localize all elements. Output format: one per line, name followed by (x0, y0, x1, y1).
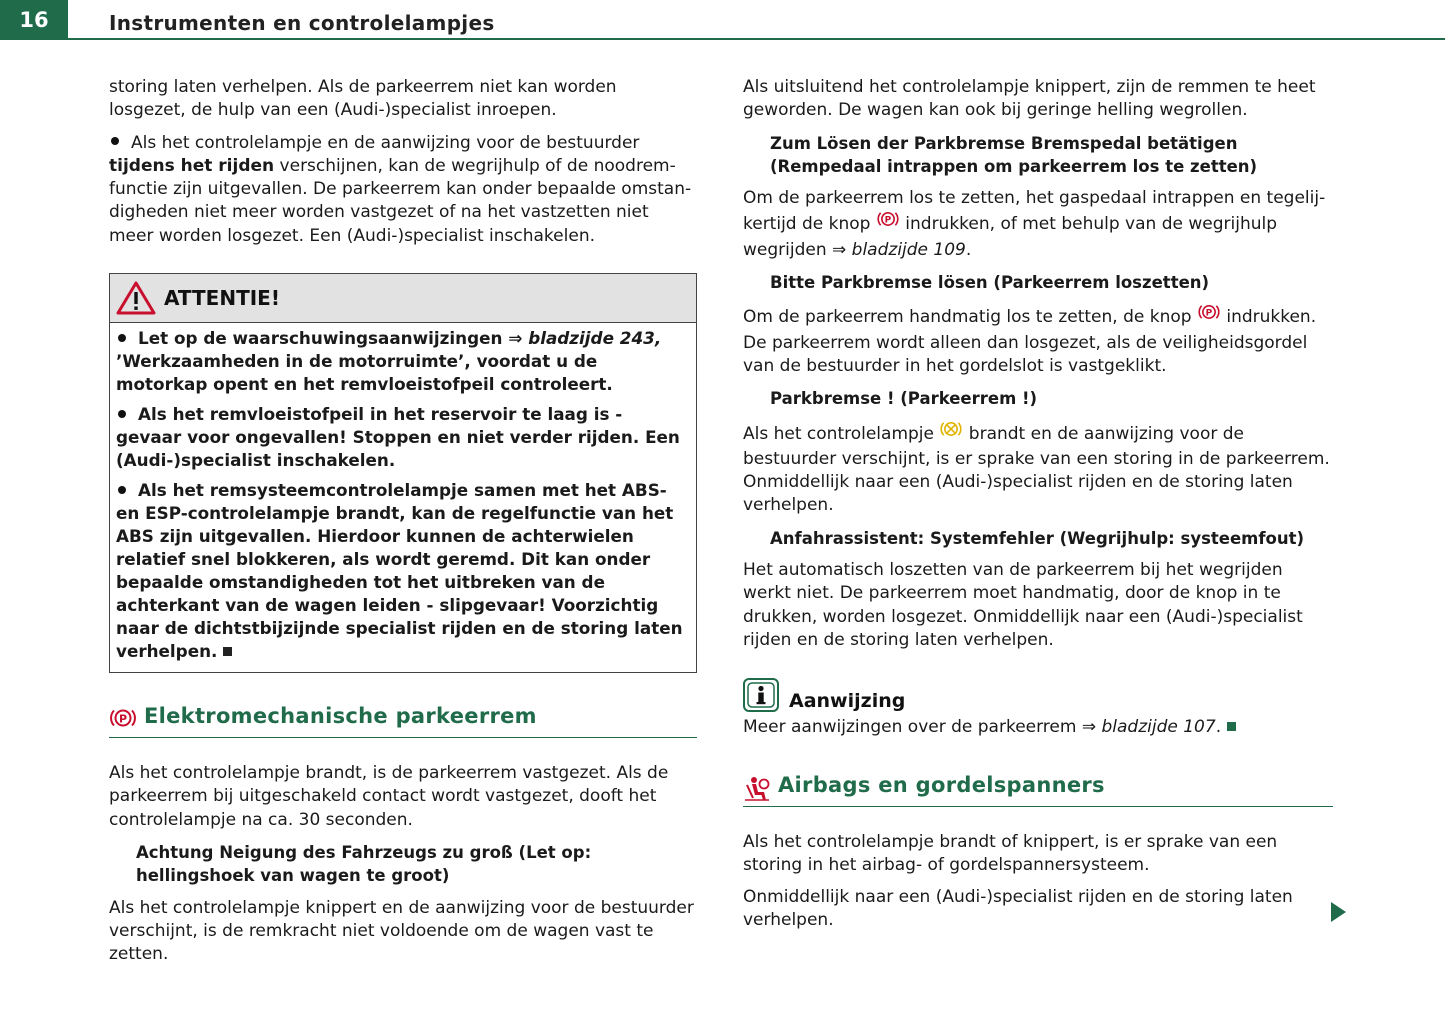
bullet-icon (118, 334, 126, 342)
left-column (109, 76, 697, 975)
left-paragraph-4: Als het controlelampje knippert en de aanwijzing voor de bestuurder verschijnt, is de remkracht niet voldoende om de wagen vast te zetten. (109, 897, 694, 965)
warning-item-2: Als het remvloeistofpeil in het reservoir te laag is - gevaar voor ongevallen! Stoppen en niet verder rijden. Een (Audi-)specialist inschakelen. (116, 404, 680, 471)
left-paragraph-3: Als het controlelampje brandt, is de parkeerrem vastgezet. Als de parkeerrem bij uitgeschakeld contact wordt vastgezet, dooft het controlelampje na ca. 30 seconden. (109, 763, 669, 830)
right-paragraph-4: Als het controlelampje brandt en de aanwijzing voor de bestuurder verschijnt, is er sprake van een storing in de parkeerrem. Onmiddellijk naar een (Audi-)specialist rijden en de storing laten verhelpen. (743, 420, 1333, 518)
page-reference-link[interactable]: bladzijde 109 (851, 239, 966, 260)
warning-triangle-icon (116, 281, 156, 322)
svg-text:P: P (884, 216, 892, 227)
subheading-release-brake: Zum Lösen der Parkbremse Bremspedal betätigen (Rempedaal intrappen om parkeerrem los te zetten) (770, 133, 1258, 176)
right-paragraph-5: Het automatisch loszetten van de parkeerrem bij het wegrijden werkt niet. De parkeerrem moet handmatig, door de knop in te drukken, worden losgezet. Onmiddellijk naar een (Audi-)specialist rijden en de storing laten verhelpen. (743, 560, 1303, 650)
parking-brake-icon (1197, 303, 1221, 328)
page-header (0, 0, 1445, 42)
end-marker-icon (1227, 722, 1236, 731)
section-header-airbags (743, 772, 1333, 807)
section-title: Elektromechanische parkeerrem (144, 704, 537, 729)
parking-brake-fault-lamp-icon (939, 420, 963, 445)
bullet-icon (118, 410, 126, 418)
svg-text:P: P (118, 712, 128, 726)
page-reference-link[interactable]: bladzijde 107 (1101, 717, 1216, 738)
subheading-incline: Achtung Neigung des Fahrzeugs zu groß (Let op: hellingshoek van wagen te groot) (136, 842, 592, 886)
left-paragraph-2: Als het controlelampje en de aanwijzing voor de bestuurder tijdens het rijden verschijnen, kan de wegrijhulp of de noodremfunctie zijn uitgevallen. De parkeerrem kan onder bepaalde omstandigheden niet meer worden vastgezet of na het vastzetten niet meer worden losgezet. Een (Audi-)specialist inschakelen. (109, 132, 692, 246)
right-paragraph-2: Om de parkeerrem los te zetten, het gaspedaal intrappen en tegelijkertijd de knop P indrukken, of met behulp van de wegrijhulp wegrijden ⇒ bladzijde 109. (743, 188, 1326, 260)
svg-text:P: P (1205, 309, 1213, 320)
airbag-icon (743, 776, 771, 809)
right-paragraph-6: Als het controlelampje brandt of knippert, is er sprake van een storing in het airbag- of gordelspannersysteem. (743, 831, 1278, 875)
warning-item-1: Let op de waarschuwingsaanwijzingen ⇒ bladzijde 243, ’Werkzaamheden in de motorruimte’, voordat u de motorkap opent en het remvloeistofpeil controleert. (116, 328, 662, 395)
left-paragraph-1: storing laten verhelpen. Als de parkeerrem niet kan worden losgezet, de hulp van een (Audi-)specialist inroepen. (109, 77, 617, 121)
note-text: Meer aanwijzingen over de parkeerrem ⇒ bladzijde 107. (743, 716, 1333, 739)
page-reference-link[interactable]: bladzijde 243, (528, 328, 662, 349)
next-page-arrow-icon (1331, 902, 1346, 922)
right-paragraph-7: Onmiddellijk naar een (Audi-)specialist rijden en de storing laten verhelpen. (743, 887, 1293, 931)
info-icon (743, 678, 779, 712)
end-marker-icon (223, 647, 232, 656)
subheading-hill-assist-fault: Anfahrassistent: Systemfehler (Wegrijhulp: systeemfout) (770, 528, 1305, 548)
page-number: 16 (0, 0, 68, 40)
note-title: Aanwijzing (789, 690, 906, 713)
warning-item-3: Als het remsysteemcontrolelampje samen met het ABS- en ESP-controlelampje brandt, kan de regelfunctie van het ABS zijn uitgevallen. Hierdoor kunnen de achterwielen relatief snel blokkeren, als wordt geremd. Dit kan onder bepaalde omstandigheden tot het uitbreken van de achterkant van de wagen leiden - slipgevaar! Voorzichtig naar de dichtstbijzijnde specialist rijden en de storing laten verhelpen. (116, 480, 683, 662)
parking-brake-icon (876, 210, 900, 235)
section-header-parking-brake (109, 703, 697, 738)
subheading-parking-brake-fault: Parkbremse ! (Parkeerrem !) (770, 389, 1038, 409)
page-title: Instrumenten en controlelampjes (109, 11, 495, 35)
right-paragraph-1: Als uitsluitend het controlelampje knippert, zijn de remmen te heet geworden. De wagen kan ook bij geringe helling wegrollen. (743, 77, 1316, 121)
warning-body (110, 323, 696, 672)
note-header (743, 678, 1333, 716)
header-rule (68, 38, 1445, 40)
parking-brake-icon (109, 707, 137, 736)
warning-header (110, 274, 696, 323)
right-paragraph-3: Om de parkeerrem handmatig los te zetten, de knop P indrukken. De parkeerrem wordt alleen dan losgezet, als de veiligheidsgordel van de bestuurder in het gordelslot is vastgeklikt. (743, 303, 1333, 378)
right-column (743, 76, 1333, 942)
warning-box (109, 273, 697, 673)
bullet-icon (118, 486, 126, 494)
subheading-please-release: Bitte Parkbremse lösen (Parkeerrem loszetten) (770, 273, 1210, 293)
warning-title: ATTENTIE! (164, 286, 280, 311)
bullet-icon (111, 137, 119, 145)
section-title: Airbags en gordelspanners (778, 772, 1105, 797)
